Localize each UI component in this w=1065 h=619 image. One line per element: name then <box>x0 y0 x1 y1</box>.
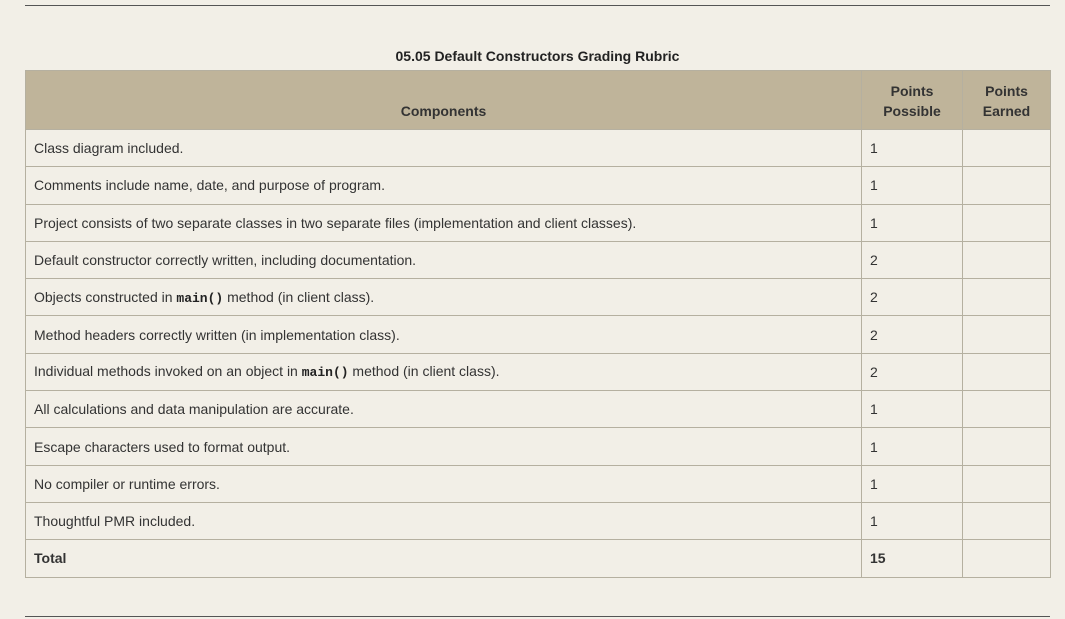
row-points-earned <box>963 204 1051 241</box>
row-points-possible: 1 <box>862 167 963 204</box>
row-text-after-code: method (in client class). <box>348 363 500 380</box>
row-points-earned <box>963 241 1051 278</box>
row-component: Class diagram included. <box>26 130 862 167</box>
row-component: All calculations and data manipulation are accurate. <box>26 391 862 428</box>
table-row <box>26 465 1051 502</box>
table-row <box>26 130 1051 167</box>
header-points-possible-line1: Points <box>890 83 934 99</box>
table-row <box>26 353 1051 390</box>
total-label: Total <box>26 540 862 577</box>
row-points-earned <box>963 391 1051 428</box>
row-points-possible: 1 <box>862 130 963 167</box>
row-text-before-code: Objects constructed in <box>34 288 177 305</box>
row-points-earned <box>963 428 1051 465</box>
header-points-earned <box>963 71 1051 130</box>
header-points-earned-line2: Earned <box>982 103 1031 119</box>
table-row <box>26 241 1051 278</box>
row-points-possible: 1 <box>862 465 963 502</box>
total-points-earned <box>963 540 1051 577</box>
row-text-after-code: method (in client class). <box>223 288 375 305</box>
row-component: Escape characters used to format output. <box>26 428 862 465</box>
row-points-earned <box>963 279 1051 316</box>
total-row <box>26 540 1051 577</box>
header-points-possible-line2: Possible <box>883 103 941 119</box>
row-points-possible: 2 <box>862 241 963 278</box>
row-points-earned <box>963 316 1051 353</box>
row-component: Project consists of two separate classes in two separate files (implementation and client classes). <box>26 204 862 241</box>
row-text-before-code: Individual methods invoked on an object in <box>34 363 302 380</box>
row-points-earned <box>963 353 1051 390</box>
header-points-earned-line1: Points <box>985 83 1028 99</box>
row-component: No compiler or runtime errors. <box>26 465 862 502</box>
code-main: main() <box>301 365 349 381</box>
row-points-possible: 1 <box>862 502 963 539</box>
row-points-possible: 1 <box>862 204 963 241</box>
row-points-earned <box>963 130 1051 167</box>
row-component: Comments include name, date, and purpose of program. <box>26 167 862 204</box>
row-component: Default constructor correctly written, including documentation. <box>26 241 862 278</box>
bottom-divider <box>25 616 1050 617</box>
row-points-earned <box>963 502 1051 539</box>
table-row <box>26 204 1051 241</box>
row-points-possible: 1 <box>862 428 963 465</box>
table-row <box>26 167 1051 204</box>
table-row <box>26 502 1051 539</box>
row-component: Thoughtful PMR included. <box>26 502 862 539</box>
row-points-earned <box>963 167 1051 204</box>
row-points-earned <box>963 465 1051 502</box>
row-component <box>26 279 862 316</box>
code-main: main() <box>176 290 224 306</box>
header-components: Components <box>26 71 862 130</box>
total-points-possible: 15 <box>862 540 963 577</box>
header-points-possible <box>862 71 963 130</box>
rubric-table <box>25 70 1051 578</box>
table-row <box>26 391 1051 428</box>
row-points-possible: 2 <box>862 279 963 316</box>
table-row <box>26 428 1051 465</box>
header-row <box>26 71 1051 130</box>
row-points-possible: 1 <box>862 391 963 428</box>
row-component: Method headers correctly written (in implementation class). <box>26 316 862 353</box>
row-points-possible: 2 <box>862 316 963 353</box>
table-row <box>26 279 1051 316</box>
row-points-possible: 2 <box>862 353 963 390</box>
top-divider <box>25 5 1050 6</box>
table-row <box>26 316 1051 353</box>
rubric-title: 05.05 Default Constructors Grading Rubric <box>395 48 680 64</box>
row-component <box>26 353 862 390</box>
